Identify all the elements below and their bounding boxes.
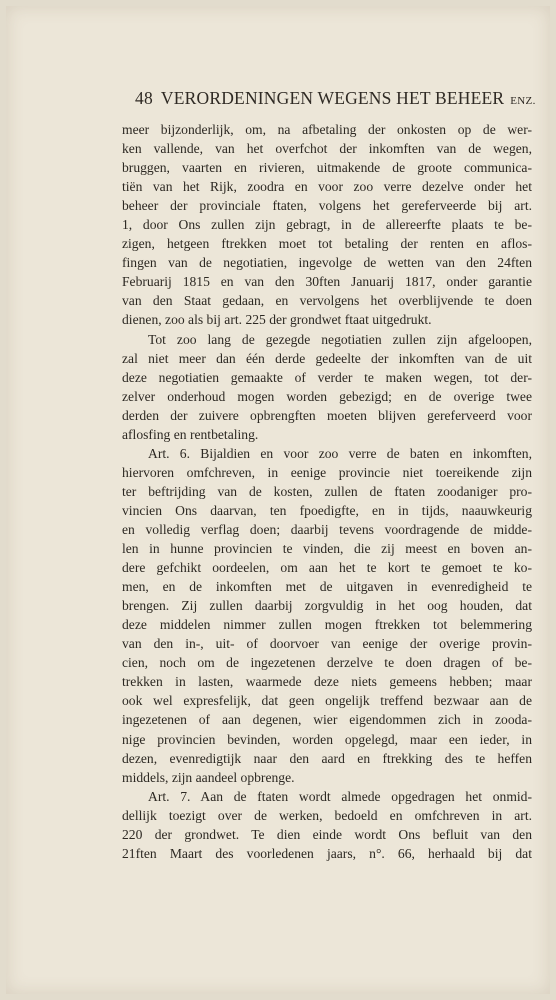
text-line: meer bijzonderlijk, om, na afbetaling der onkosten op de wer-: [122, 122, 532, 137]
text-line: deze middelen nimmer zullen mogen ftrekken tot belemmering: [122, 617, 532, 633]
text-line: nige provincien bevinden, worden opgelegd, maar een ieder, in: [122, 731, 532, 747]
text-line: deze negotiatien gemaakte of verder te maken wegen, tot der-: [122, 369, 532, 385]
running-header: [135, 88, 536, 109]
text-line: Tot zoo lang de gezegde negotiatien zullen zijn afgeloopen,: [148, 331, 532, 347]
text-line: zal niet meer dan één derde gedeelte der inkomften van de uit: [122, 350, 532, 366]
text-line: men, en de inkomften met de uitgaven in evenredigheid te: [122, 579, 532, 595]
text-line: ingezetenen of aan degenen, wier eigendommen zich in zooda-: [122, 712, 532, 728]
text-line: dere gefchikt oordeelen, om aan het te kort te gemoet te ko-: [122, 560, 532, 576]
running-title-abbrev: ENZ.: [510, 95, 536, 107]
text-line: zigen, hetgeen ftrekken moet tot betaling der renten en aflos-: [122, 236, 532, 252]
text-line: fingen van de negotiatien, ingevolge de wetten van den 24ften: [122, 255, 532, 271]
text-line: hiervoren omfchreven, in eenige provincie niet toereikende zijn: [122, 464, 532, 480]
body-text: [122, 120, 532, 863]
text-line: zelver onderhoud mogen worden gebezigd; en de overige twee: [122, 388, 532, 404]
text-line: dezen, evenredigtijk naar den aard en ftrekking des te heffen: [122, 750, 532, 766]
text-line: van den in-, uit- of doorvoer van eenige der overige provin-: [122, 636, 532, 652]
text-line: en volledig verflag doen; daarbij tevens voordragende de midde-: [122, 521, 532, 537]
text-line: bruggen, vaarten en rivieren, uitmakende de groote communica-: [122, 160, 532, 176]
book-page: [6, 6, 550, 994]
running-title: VERORDENINGEN WEGENS HET BEHEER: [160, 88, 505, 108]
text-line: tiën van het Rijk, zoodra en voor zoo verre dezelve onder het: [122, 179, 532, 195]
text-line: dienen, zoo als bij art. 225 der grondwet ftaat uitgedrukt.: [122, 312, 432, 328]
text-line: 21ften Maart des voorledenen jaars, n°. 66, herhaald bij dat: [122, 845, 532, 861]
text-line: beheer der provinciale ftaten, volgens het gereferveerde bij art.: [122, 198, 532, 214]
text-line: Art. 6. Bijaldien en voor zoo verre de baten en inkomften,: [148, 445, 532, 461]
text-line: cien, noch om de ingezetenen derzelve te doen dragen of be-: [122, 655, 532, 671]
text-line: derden der zuivere opbrengften moeten blijven gereferveerd voor: [122, 407, 532, 423]
text-line: ken vallende, van het overfchot der inkomften van de wegen,: [122, 141, 532, 157]
text-line: 220 der grondwet. Te dien einde wordt Ons befluit van den: [122, 826, 532, 842]
text-line: vincien Ons daarvan, ten fpoedigfte, en in tijds, naauwkeurig: [122, 502, 532, 518]
text-line: ter beftrijding van de kosten, zullen de ftaten zoodaniger pro-: [122, 483, 532, 499]
text-line: van den Staat gedaan, en vervolgens het overblijvende te doen: [122, 293, 532, 309]
text-line: aflosfing en rentbetaling.: [122, 426, 259, 442]
text-line: brengen. Zij zullen daarbij zorgvuldig in het oog houden, dat: [122, 598, 532, 614]
text-line: Art. 7. Aan de ftaten wordt almede opgedragen het onmid-: [148, 788, 532, 804]
text-line: ook wel expresfelijk, dat geen ongelijk treffend bezwaar aan de: [122, 693, 532, 709]
text-line: 1, door Ons zullen zijn gebragt, in de allereerfte plaats te be-: [122, 217, 532, 233]
text-line: len in hunne provincien te vinden, die zij meest en boven an-: [122, 541, 532, 557]
page-number: 48: [135, 88, 153, 108]
text-line: dellijk toezigt over de werken, bedoeld en omfchreven in art.: [122, 807, 532, 823]
text-line: middels, zijn aandeel opbrenge.: [122, 769, 295, 785]
text-line: trekken in lasten, waarmede deze niets gemeens hebben; maar: [122, 674, 532, 690]
text-line: Februarij 1815 en van den 30ften Januarij 1817, onder garantie: [122, 274, 532, 290]
